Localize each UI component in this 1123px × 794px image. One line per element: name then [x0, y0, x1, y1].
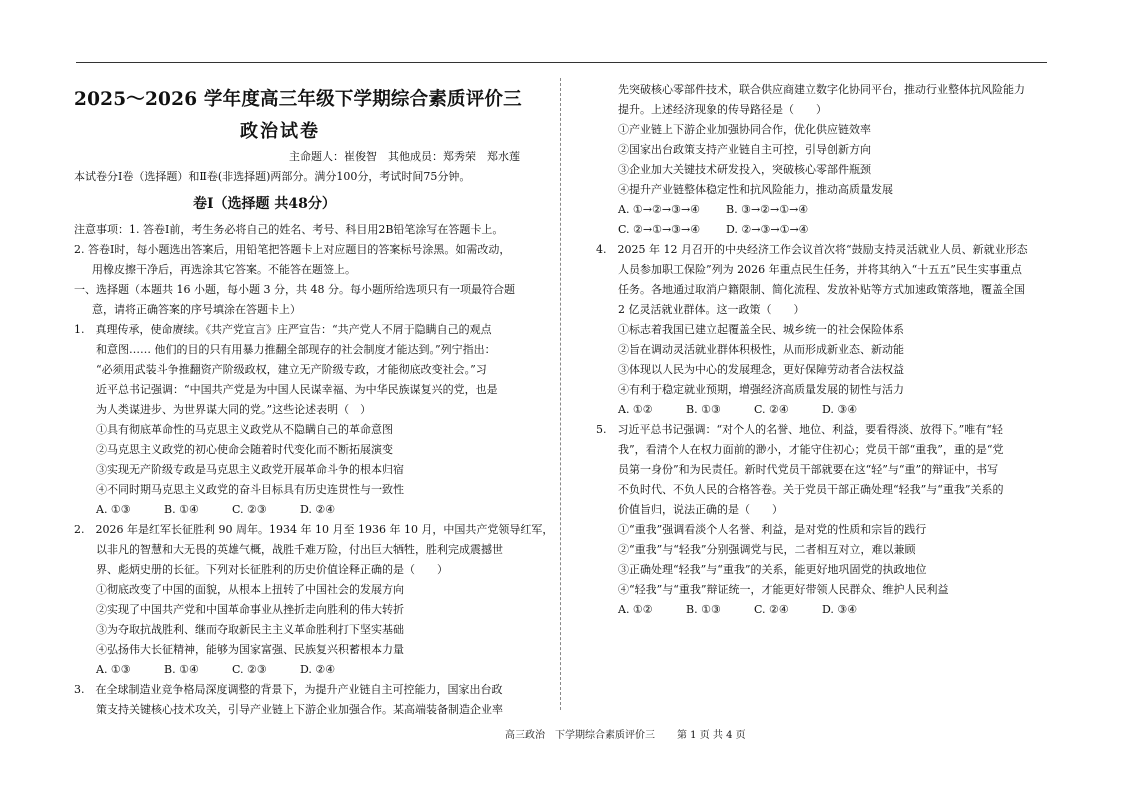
exam-info: 本试卷分Ⅰ卷（选择题）和Ⅱ卷(非选择题)两部分。满分100分，考试时间75分钟。: [74, 170, 471, 183]
q5-item: ③正确处理“轻我”与“重我”的关系，能更好地巩固党的执政地位: [618, 563, 927, 576]
q1-stem-line: 1. 真理传承，使命赓续。《共产党宣言》庄严宣告：“共产党人不屑于隐瞒自己的观点: [74, 323, 492, 336]
page-footer: [505, 726, 768, 741]
option-b[interactable]: B. ①③: [686, 403, 721, 416]
option-d[interactable]: D. ③④: [822, 403, 858, 416]
option-c[interactable]: C. ②→①→③→④: [618, 223, 701, 236]
q1-stem-line: 和意图…… 他们的目的只有用暴力推翻全部现存的社会制度才能达到。”列宁指出：: [96, 343, 496, 356]
q1-stem-line: 近平总书记强调：“中国共产党是为中国人民谋幸福、为中华民族谋复兴的党，也是: [96, 383, 498, 396]
q5-stem-line: 我”，看清个人在权力面前的渺小，才能守住初心；党员干部“重我”，重的是“党: [618, 443, 1004, 456]
option-c[interactable]: C. ②④: [754, 603, 789, 616]
q1-item: ④不同时期马克思主义政党的奋斗目标具有历史连贯性与一致性: [96, 483, 404, 496]
q2-options: [96, 663, 368, 677]
q4-stem-line: 4. 2025 年 12 月召开的中央经济工作会议首次将“鼓励支持灵活就业人员、新就业形态: [596, 243, 1028, 256]
note-line: 意，请将正确答案的序号填涂在答题卡上）: [92, 303, 301, 316]
q5-item: ②“重我”与“轻我”分别强调党与民，二者相互对立，难以兼顾: [618, 543, 916, 556]
q5-stem-line: 员第一身份”和为民责任。新时代党员干部就要在这“轻”与“重”的辩证中，书写: [618, 463, 999, 476]
q1-item: ③实现无产阶级专政是马克思主义政党开展革命斗争的根本归宿: [96, 463, 404, 476]
q4-stem-line: 人员参加职工保险”列为 2026 年重点民生任务，并将其纳入“十五五”民生实事重点: [618, 263, 1022, 276]
note-line: 注意事项：1. 答卷Ⅰ前，考生务必将自己的姓名、考号、科目用2B铅笔涂写在答题卡上。: [74, 223, 504, 236]
q5-stem-line: 5. 习近平总书记强调：“对个人的名誉、地位、利益，要看得淡、放得下。”唯有“轻: [596, 423, 1003, 436]
q3-stem-line: 3. 在全球制造业竞争格局深度调整的背景下，为提升产业链自主可控能力，国家出台政: [74, 683, 503, 696]
q4-item: ②旨在调动灵活就业群体积极性，从而形成新业态、新动能: [618, 343, 904, 356]
note-line: 一、选择题（本题共 16 小题，每小题 3 分，共 48 分。每小题所给选项只有一项最符合题: [74, 283, 515, 296]
option-b[interactable]: B. ①④: [164, 503, 199, 516]
note-line: 2. 答卷Ⅰ时，每小题选出答案后，用铅笔把答题卡上对应题目的答案标号涂黑。如需改动，: [74, 243, 511, 256]
q2-item: ④弘扬伟大长征精神，能够为国家富强、民族复兴积蓄根本力量: [96, 643, 404, 656]
option-a[interactable]: A. ①②: [618, 403, 653, 416]
note-line: 用橡皮擦干净后，再选涂其它答案。不能答在题签上。: [92, 263, 356, 276]
option-c[interactable]: C. ②③: [232, 503, 267, 516]
top-rule: [76, 62, 1047, 63]
option-a[interactable]: A. ①③: [96, 503, 131, 516]
q2-item: ②实现了中国共产党和中国革命事业从挫折走向胜利的伟大转折: [96, 603, 404, 616]
section-title: 卷Ⅰ（选择题 共48分）: [193, 196, 336, 212]
q3-item: ④提升产业链整体稳定性和抗风险能力，推动高质量发展: [618, 183, 893, 196]
q3-options-row2: [618, 223, 809, 237]
column-divider: [560, 78, 561, 710]
q1-options: [96, 503, 368, 517]
q4-item: ①标志着我国已建立起覆盖全民、城乡统一的社会保险体系: [618, 323, 904, 336]
q1-stem-line: 为人类谋进步、为世界谋大同的党。”这些论述表明（ ）: [96, 403, 372, 416]
q3-stem-line: 策支持关键核心技术攻关，引导产业链上下游企业加强合作。某高端装备制造企业率: [96, 703, 503, 716]
footer-exam-name: 高三政治 下学期综合素质评价三: [505, 730, 655, 741]
q3-stem-line: 先突破核心零部件技术，联合供应商建立数字化协同平台，推动行业整体抗风险能力: [618, 83, 1025, 96]
option-a[interactable]: A. ①→②→③→④: [618, 203, 701, 216]
q4-stem-line: 任务。各地通过取消户籍限制、简化流程、发放补贴等方式加速政策落地，覆盖全国: [618, 283, 1025, 296]
q3-options-row1: [618, 203, 808, 217]
q2-stem-line: 以非凡的智慧和大无畏的英雄气概，战胜千难万险，付出巨大牺牲，胜利完成震撼世: [96, 543, 503, 556]
option-c[interactable]: C. ②③: [232, 663, 267, 676]
exam-title: 2025～2026 学年度高三年级下学期综合素质评价三: [74, 89, 522, 110]
q3-item: ①产业链上下游企业加强协同合作，优化供应链效率: [618, 123, 871, 136]
option-a[interactable]: A. ①②: [618, 603, 653, 616]
q5-item: ④“轻我”与“重我”辩证统一，才能更好带领人民群众、维护人民利益: [618, 583, 949, 596]
q5-options: [618, 603, 890, 617]
q5-stem-line: 不负时代、不负人民的合格答卷。关于党员干部正确处理“轻我”与“重我”关系的: [618, 483, 1004, 496]
q1-item: ①具有彻底革命性的马克思主义政党从不隐瞒自己的革命意图: [96, 423, 393, 436]
footer-page-number: 第 1 页 共 4 页: [677, 730, 746, 741]
option-d[interactable]: D. ③④: [822, 603, 858, 616]
option-d[interactable]: D. ②→③→①→④: [726, 223, 809, 236]
q4-item: ④有利于稳定就业预期，增强经济高质量发展的韧性与活力: [618, 383, 904, 396]
option-b[interactable]: B. ③→②→①→④: [726, 203, 809, 216]
q5-item: ①“重我”强调看淡个人名誉、利益，是对党的性质和宗旨的践行: [618, 523, 927, 536]
q3-item: ②国家出台政策支持产业链自主可控，引导创新方向: [618, 143, 871, 156]
q2-stem-line: 界、彪炳史册的长征。下列对长征胜利的历史价值诠释正确的是（ ）: [96, 563, 448, 576]
option-d[interactable]: D. ②④: [300, 503, 336, 516]
option-a[interactable]: A. ①③: [96, 663, 131, 676]
exam-authors: 主命题人：崔俊智 其他成员：郑秀荣 郑水莲: [289, 150, 520, 163]
q4-item: ③体现以人民为中心的发展理念，更好保障劳动者合法权益: [618, 363, 904, 376]
q5-stem-line: 价值旨归，说法正确的是（ ）: [618, 503, 783, 516]
option-c[interactable]: C. ②④: [754, 403, 789, 416]
option-d[interactable]: D. ②④: [300, 663, 336, 676]
q2-item: ①彻底改变了中国的面貌，从根本上扭转了中国社会的发展方向: [96, 583, 404, 596]
q3-stem-line: 提升。上述经济现象的传导路径是（ ）: [618, 103, 827, 116]
q2-item: ③为夺取抗战胜利、继而夺取新民主主义革命胜利打下坚实基础: [96, 623, 404, 636]
exam-subject: 政治试卷: [240, 121, 320, 142]
q3-item: ③企业加大关键技术研发投入，突破核心零部件瓶颈: [618, 163, 871, 176]
q4-stem-line: 2 亿灵活就业群体。这一政策（ ）: [618, 303, 805, 316]
q1-item: ②马克思主义政党的初心使命会随着时代变化而不断拓展演变: [96, 443, 393, 456]
q4-options: [618, 403, 890, 417]
option-b[interactable]: B. ①④: [164, 663, 199, 676]
option-b[interactable]: B. ①③: [686, 603, 721, 616]
q2-stem-line: 2. 2026 年是红军长征胜利 90 周年。1934 年 10 月至 1936 年 10 月，中国共产党领导红军，: [74, 523, 554, 536]
q1-stem-line: “必须用武装斗争推翻资产阶级政权，建立无产阶级专政，才能彻底改变社会。”习: [96, 363, 487, 376]
